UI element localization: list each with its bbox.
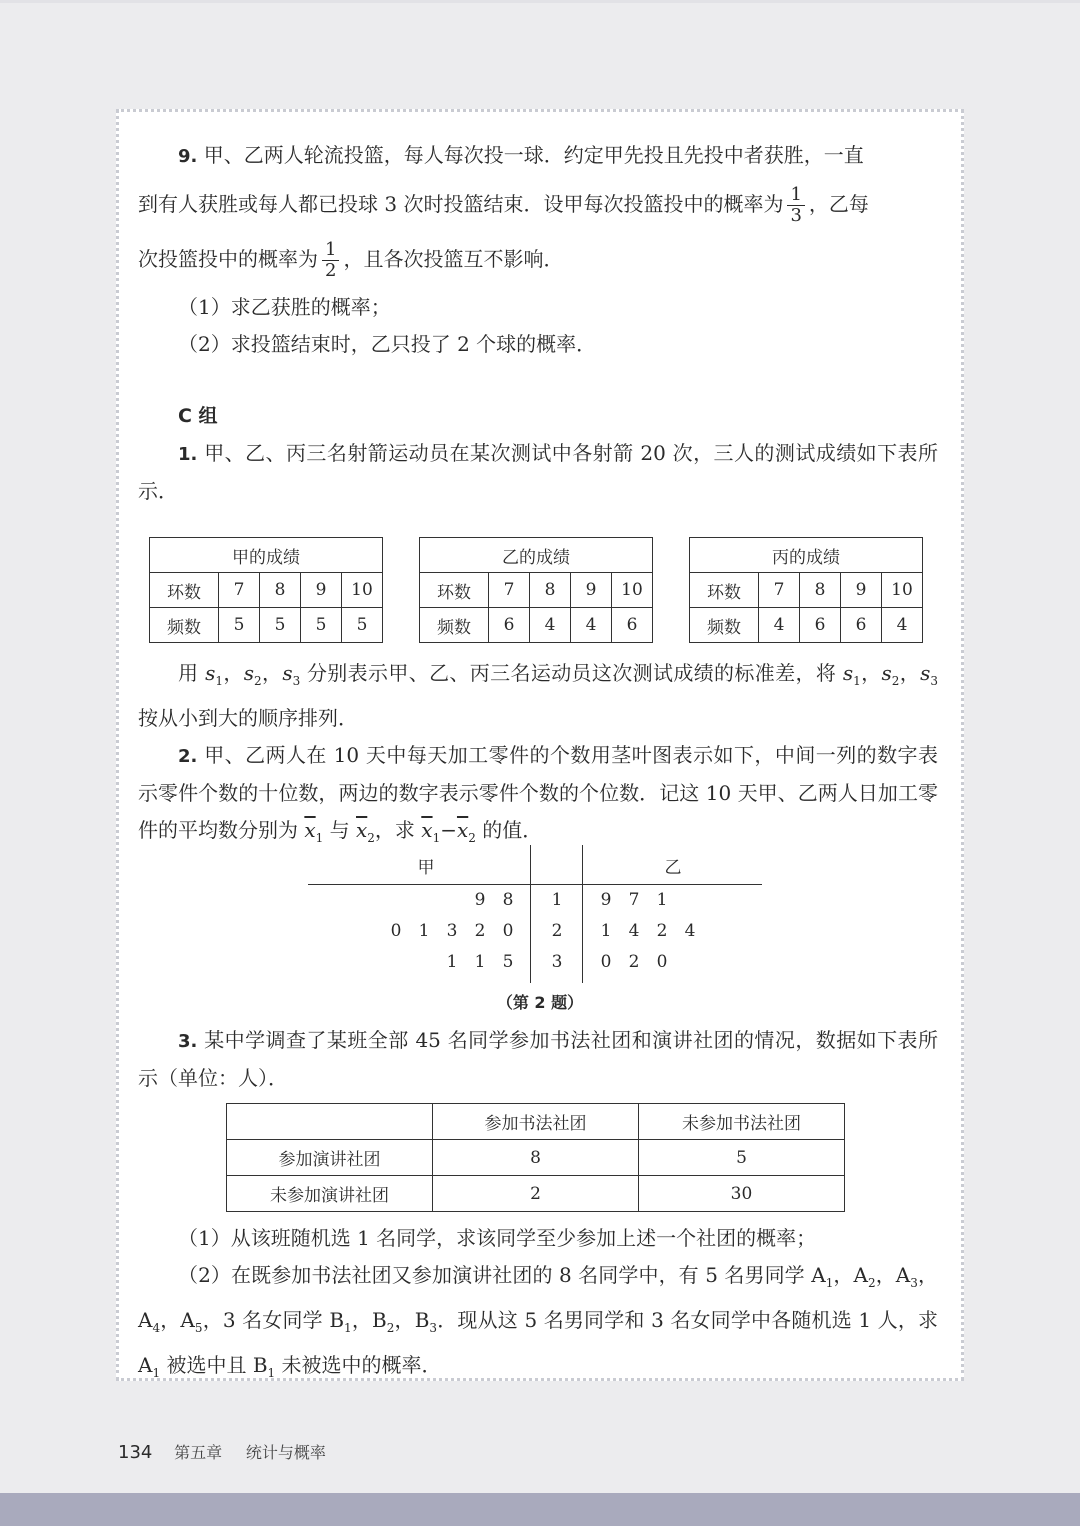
leaf: 8: [502, 890, 514, 910]
stem-value: 3: [551, 952, 563, 972]
figure-caption: （第 2 题）: [496, 993, 584, 1012]
exercise-content-2: [138, 655, 938, 857]
c-q3-sub1: （1）从该班随机选 1 名同学，求该同学至少参加上述一个社团的概率；: [178, 1226, 817, 1250]
leaf: 0: [656, 952, 668, 972]
exercise-content-4: [138, 1220, 938, 1392]
q9-line3: 次投篮投中的概率为 $\frac{1}{2}$ ，且各次投篮互不影响．: [138, 239, 564, 281]
score-table-yi: 乙的成绩 环数 7 8 9 10 频数 6 4 4 6: [419, 537, 653, 643]
leaf: 9: [600, 890, 612, 910]
leaf: 9: [474, 890, 486, 910]
stem-divider-right: [582, 845, 583, 983]
exercise-content: [138, 109, 938, 510]
leaf: 0: [390, 921, 402, 941]
leaf: 0: [502, 921, 514, 941]
leaf: 3: [446, 921, 458, 941]
leaf: 1: [656, 890, 668, 910]
stem-header-rule: [308, 884, 762, 885]
stem-right-header: 乙: [664, 858, 682, 878]
leaf: 2: [656, 921, 668, 941]
leaf: 1: [474, 952, 486, 972]
c-q1-text: 1. 甲、乙、丙三名射箭运动员在某次测试中各射箭 20 次，三人的测试成绩如下表所示．: [138, 441, 938, 503]
stem-divider-left: [530, 845, 531, 983]
c-q3-text: 3. 某中学调查了某班全部 45 名同学参加书法社团和演讲社团的情况，数据如下表所示（单位：人）．: [138, 1028, 938, 1090]
leaf: 4: [684, 921, 696, 941]
chapter-label: 第五章: [174, 1443, 223, 1462]
leaf: 4: [628, 921, 640, 941]
stem-leaf-plot: [308, 845, 764, 985]
club-table: 参加书法社团 未参加书法社团 参加演讲社团 8 5 未参加演讲社团 2 30: [226, 1103, 845, 1212]
leaf: 1: [446, 952, 458, 972]
c-q2-text: 2. 甲、乙两人在 10 天中每天加工零件的个数用茎叶图表示如下，中间一列的数字表示零件个数的十位数，两边的数字表示零件个数的个位数．记这 10 天甲、乙两人日加工零件的平均数分别为 $\overline{x}_1$ 与 $\overline{x}_2$，求 $\overline{x}_1-\overline{x}_2$ 的值．: [138, 743, 938, 845]
exercise-content-3: [138, 1022, 938, 1097]
q9-sub2: （2）求投篮结束时，乙只投了 2 个球的概率．: [178, 332, 597, 356]
c-q3-sub2: （2）在既参加书法社团又参加演讲社团的 8 名同学中，有 5 名男同学 $A_1$，$A_2$，$A_3$，$A_4$，$A_5$，3 名女同学 $B_1$，$B_2$，$B_3$．现从这 5 名男同学和 3 名女同学中各随机选 1 人，求 $A_1$ 被选中且 $B_1$ 未被选中的概率．: [138, 1263, 938, 1380]
q9-line2: 到有人获胜或每人都已投球 3 次时投篮结束．设甲每次投篮投中的概率为 $\frac{1}{3}$ ，乙每: [138, 184, 869, 226]
leaf: 0: [600, 952, 612, 972]
q9-sub1: （1）求乙获胜的概率；: [178, 295, 391, 319]
chapter-title: 统计与概率: [245, 1443, 326, 1462]
leaf: 2: [628, 952, 640, 972]
leaf: 1: [600, 921, 612, 941]
page-footer: [118, 1440, 326, 1463]
stem-left-header: 甲: [417, 858, 435, 878]
leaf: 5: [502, 952, 514, 972]
leaf: 2: [474, 921, 486, 941]
stem-value: 2: [551, 921, 563, 941]
q9-line1: 9. 甲、乙两人轮流投篮，每人每次投一球．约定甲先投且先投中者获胜，一直: [178, 143, 864, 167]
c-q1-after: 用 $s_1$，$s_2$，$s_3$ 分别表示甲、乙、丙三名运动员这次测试成绩的标准差，将 $s_1$，$s_2$，$s_3$ 按从小到大的顺序排列．: [138, 661, 939, 730]
fraction-one-third: $\frac{1}{3}$: [787, 185, 804, 226]
bottom-bar: [0, 1493, 1080, 1526]
page-number: 134: [118, 1442, 153, 1463]
fraction-one-half: $\frac{1}{2}$: [322, 240, 339, 281]
score-table-jia: 甲的成绩 环数 7 8 9 10 频数 5 5 5 5: [149, 537, 383, 643]
group-c-title: C 组: [178, 405, 218, 427]
leaf: 7: [628, 890, 640, 910]
leaf: 1: [418, 921, 430, 941]
score-table-bing: 丙的成绩 环数 7 8 9 10 频数 4 6 6 4: [689, 537, 923, 643]
stem-value: 1: [551, 890, 563, 910]
top-strip: [0, 0, 1080, 3]
